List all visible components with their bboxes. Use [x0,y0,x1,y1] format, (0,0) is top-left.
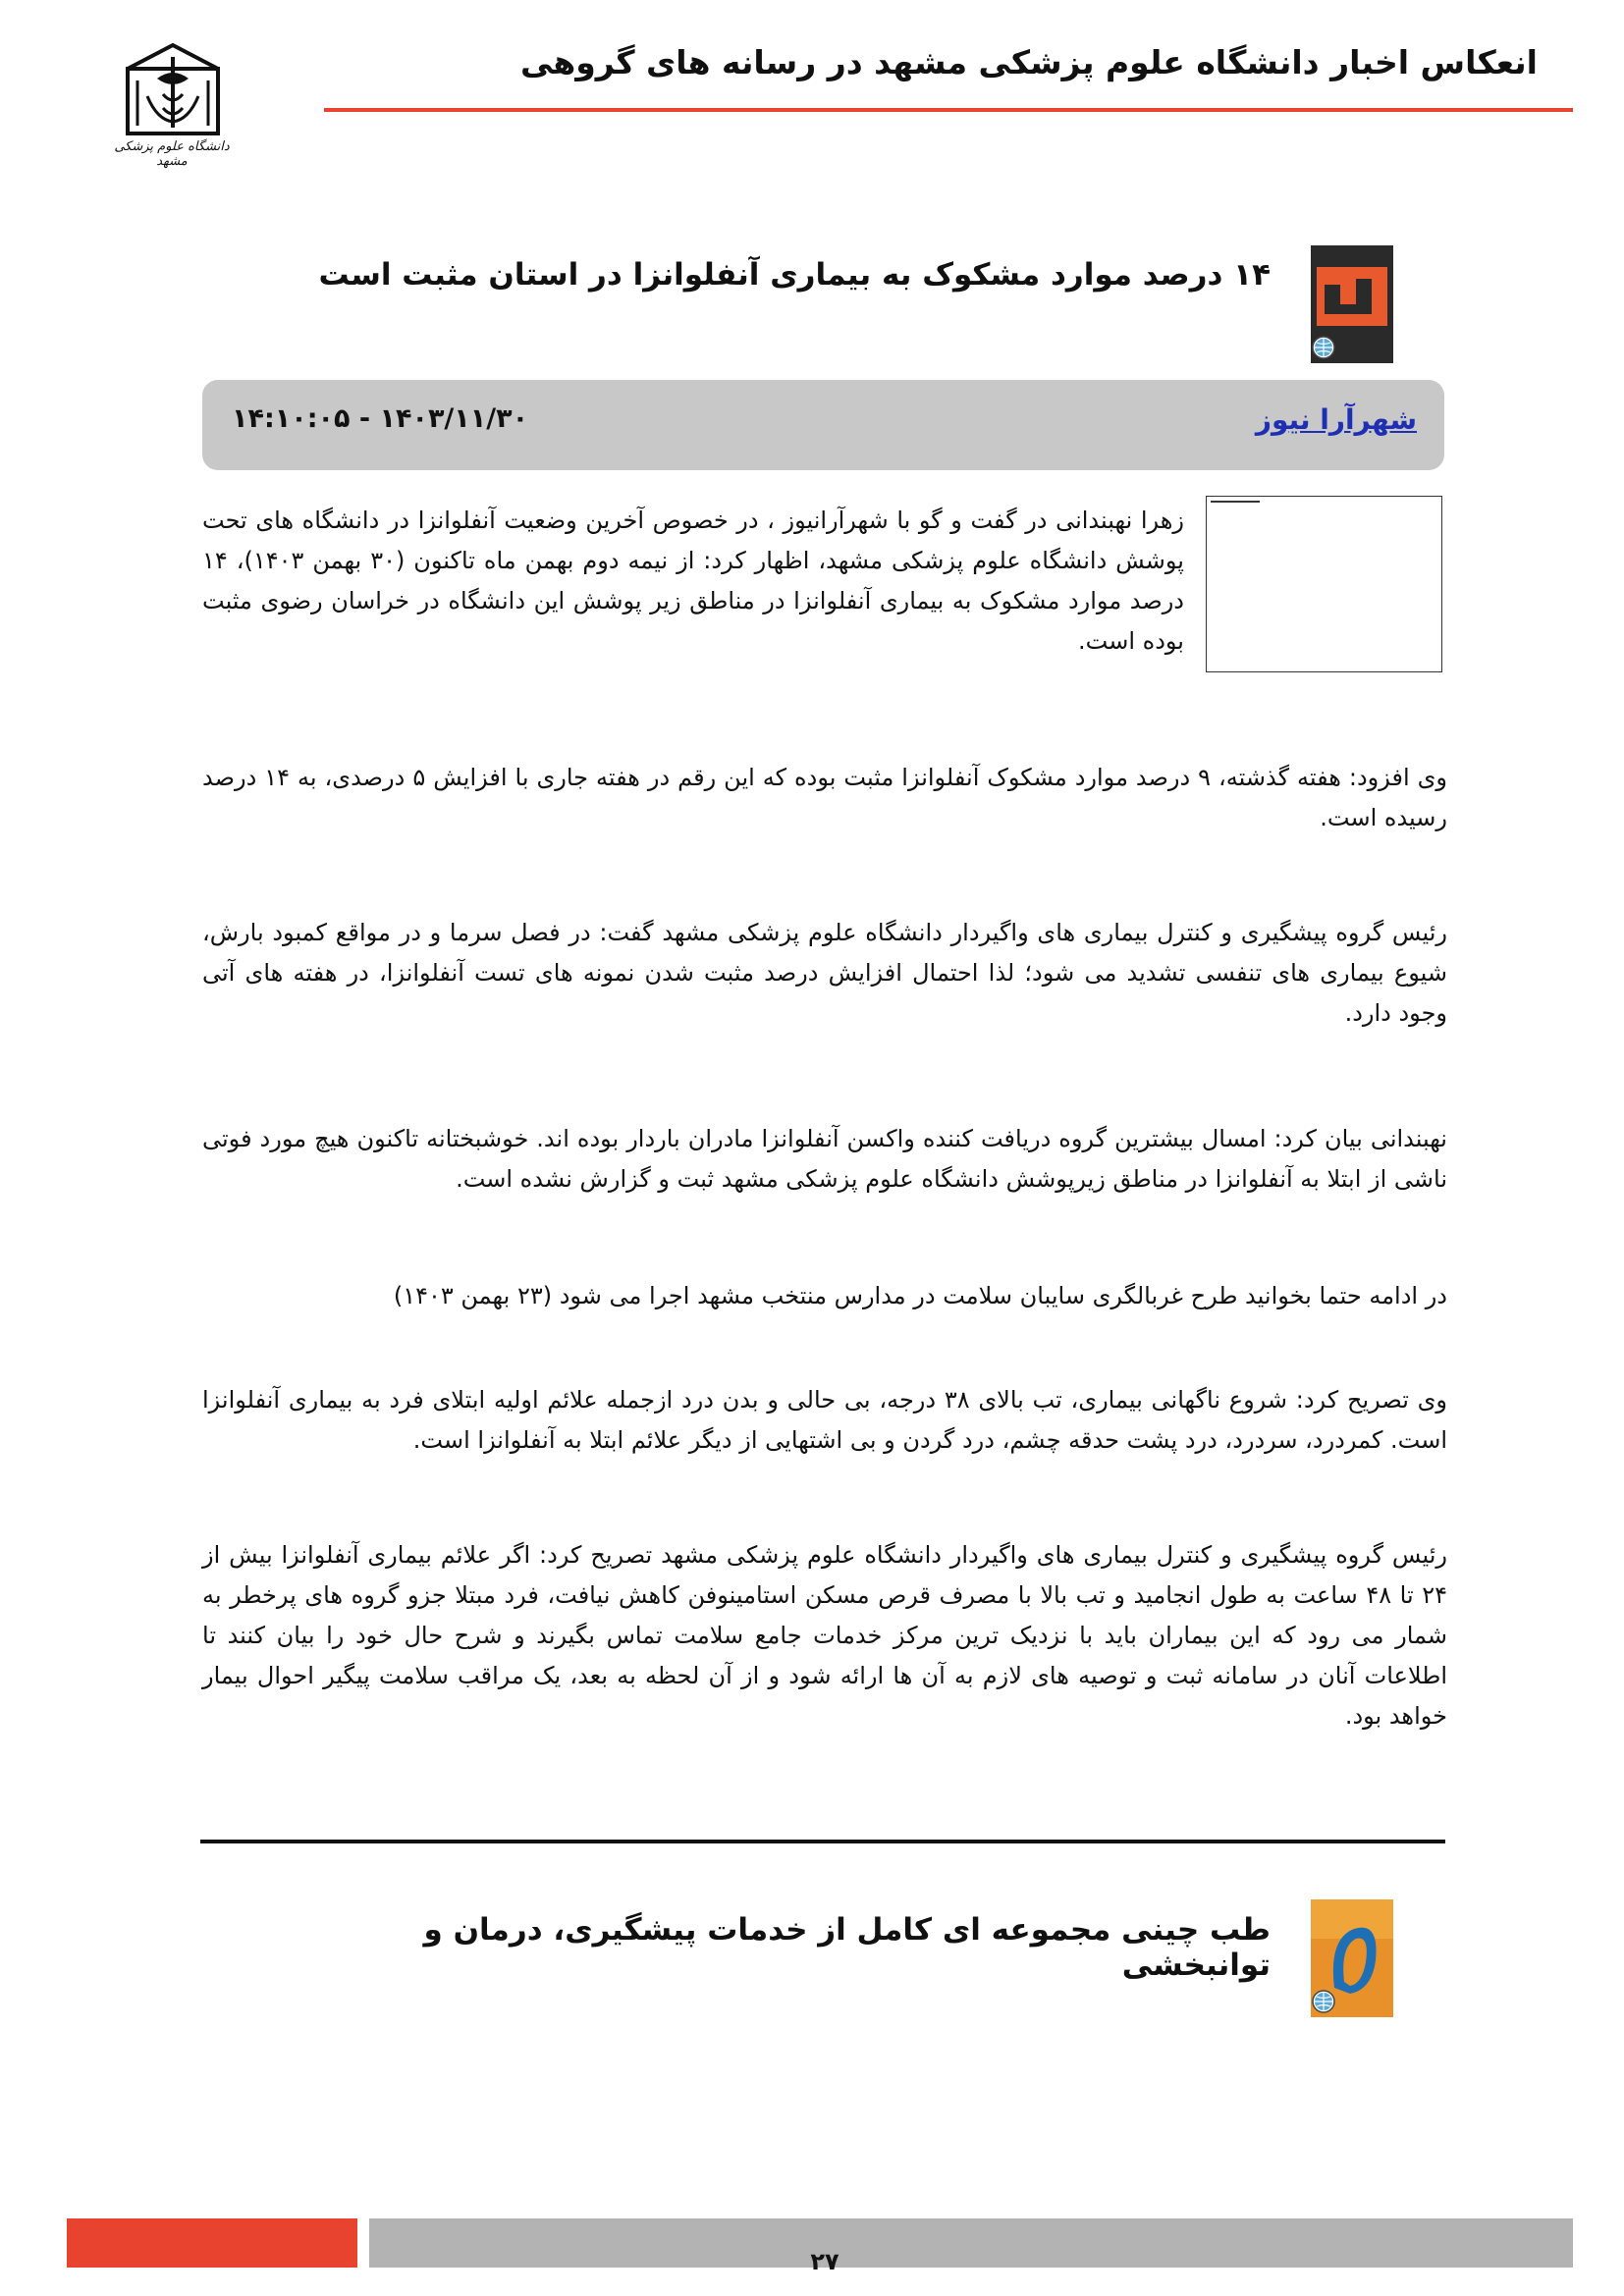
news-source-badge [1311,1899,1393,2017]
footer-bar [369,2218,1573,2268]
article-image [1206,496,1442,672]
article-title: ۱۴ درصد موارد مشکوک به بیماری آنفلوانزا در استان مثبت است [318,257,1271,293]
page-number: ۲۷ [810,2248,839,2275]
article-paragraph: زهرا نهبندانی در گفت و گو با شهرآرانیوز ، در خصوص آخرین وضعیت آنفلوانزا در دانشگاه های تحت پوشش دانشگاه علوم پزشکی مشهد، اظهار کرد: از نیمه دوم بهمن ماه تاکنون (۳۰ بهمن ۱۴۰۳)، ۱۴ درصد موارد مشکوک به بیماری آنفلوانزا در مناطق زیر پوشش این دانشگاه در خراسان رضوی مثبت بوده است. [202,507,1184,655]
header-divider [324,108,1573,112]
article-paragraph: وی افزود: هفته گذشته، ۹ درصد موارد مشکوک آنفلوانزا مثبت بوده که این رقم در هفته جاری با افزایش ۵ درصدی، به ۱۴ درصد رسیده است. [202,764,1448,831]
article-title: طب چینی مجموعه ای کامل از خدمات پیشگیری، درمان و توانبخشی [423,1912,1271,1983]
university-emblem-icon [108,37,236,170]
article-paragraph: نهبندانی بیان کرد: امسال بیشترین گروه دریافت کننده واکسن آنفلوانزا مادران باردار بوده اند. خوشبختانه تاکنون هیچ مورد فوتی ناشی از ابتلا به آنفلوانزا در مناطق زیرپوشش دانشگاه علوم پزشکی مشهد ثبت و گزارش نشده است. [202,1125,1447,1193]
source-link[interactable]: شهرآرا نیوز [1255,403,1417,436]
page-header-title: انعکاس اخبار دانشگاه علوم پزشکی مشهد در رسانه های گروهی [520,43,1538,81]
section-divider [200,1840,1445,1843]
article-paragraph: وی تصریح کرد: شروع ناگهانی بیماری، تب بالای ۳۸ درجه، بی حالی و بدن درد ازجمله علائم اولیه ابتلای فرد به بیماری آنفلوانزا است. کمردرد، سردرد، درد پشت حدقه چشم، درد گردن و بی اشتهایی از دیگر علائم ابتلا به آنفلوانزا است. [202,1386,1447,1454]
publish-date: ۱۴۰۳/۱۱/۳۰ - ۱۴:۱۰:۰۵ [232,403,529,434]
news-source-badge [1311,245,1393,363]
related-news-link[interactable]: در ادامه حتما بخوانید طرح غربالگری سایبان سلامت در مدارس منتخب مشهد اجرا می شود (۲۳ بهمن ۱۴۰۳) [393,1282,1447,1309]
article-paragraph: رئیس گروه پیشگیری و کنترل بیماری های واگیردار دانشگاه علوم پزشکی مشهد گفت: در فصل سرما و در مواقع کمبود بارش، شیوع بیماری های تنفسی تشدید می شود؛ لذا احتمال افزایش درصد مثبت شدن نمونه های تست آنفلوانزا، در هفته های آتی وجود دارد. [202,919,1447,1027]
source-bar [202,380,1444,470]
article-paragraph: رئیس گروه پیشگیری و کنترل بیماری های واگیردار دانشگاه علوم پزشکی مشهد تصریح کرد: اگر علائم بیماری آنفلوانزا بیش از ۲۴ تا ۴۸ ساعت به طول انجامید و تب بالا با مصرف قرص مسکن استامینوفن کاهش نیافت، فرد مبتلا جزو گروه های پرخطر به شمار می رود که این بیماران باید با نزدیک ترین مرکز خدمات جامع سلامت تماس بگیرند و شرح حال خود را بیان کنند تا اطلاعات آنان در سامانه ثبت و توصیه های لازم به آن ها ارائه شود و از آن لحظه به بعد، یک مراقب سلامت پیگیر احوال بیمار خواهد بود. [202,1541,1447,1730]
footer-accent-bar [67,2218,357,2268]
logo-caption: دانشگاه علوم پزشکی مشهد [114,139,230,169]
